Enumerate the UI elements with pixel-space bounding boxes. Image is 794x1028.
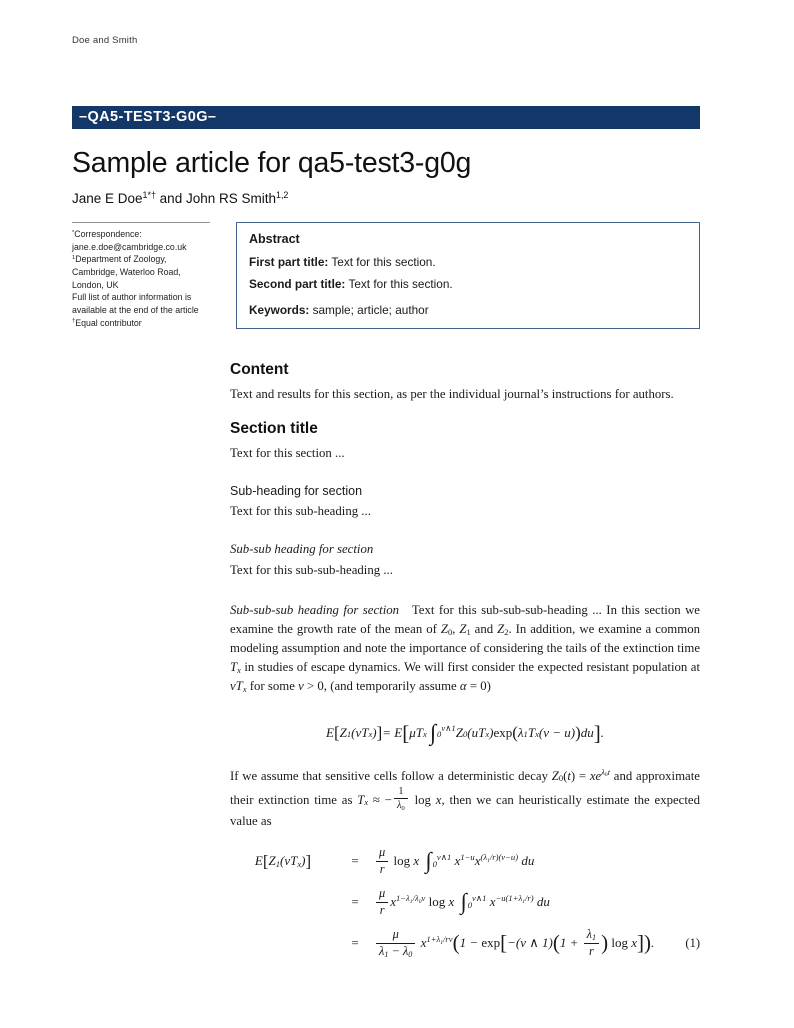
author-notes (72, 222, 210, 329)
equation-row (230, 923, 700, 964)
paragraph-estimate: If we assume that sensitive cells follow a deterministic decay $Z_0(t) = xe^{\lambda_0t}$ and approximate their extinction time as $T_x$ ≈ − $\frac{1}{\lambda_0}$ log x, then we can heuristically estimate the expected value as (230, 766, 700, 828)
equation-row (230, 882, 700, 923)
abstract-entry-text: Text for this section. (331, 255, 436, 269)
abstract-keywords (249, 303, 687, 318)
abstract-box (236, 222, 700, 329)
equation-block (230, 841, 700, 964)
keywords-label: Keywords: (249, 302, 310, 317)
equation-relation: = (351, 935, 359, 951)
author-notes-text: *Correspondence: jane.e.doe@cambridge.co.uk $^1$Department of Zoology, Cambridge, Waterloo Road, London, UK Full list of author information is available at the end of the article †Equal contributor (72, 229, 199, 328)
abstract-entry (249, 255, 687, 270)
equation-relation: = (351, 894, 359, 910)
equation-rhs: $\frac{\mu}{r}$ $x^{1-\lambda_1/\lambda_0v}$ log x $\int_0^{v\wedge 1}$ $x^{-u(1+\lambda_1/r)}$ du (374, 887, 550, 918)
abstract-entry (249, 277, 687, 292)
abstract-entry-label: Second part title: (249, 277, 346, 292)
running-head: Doe and Smith (72, 35, 138, 46)
equation-number: (1) (685, 935, 700, 950)
content-heading: Content (230, 361, 289, 379)
equation-relation: = (351, 853, 359, 869)
sub-sub-heading: Sub-sub heading for section (230, 542, 374, 557)
paragraph-content: Text and results for this section, as per the individual journal’s instructions for authors. (230, 387, 674, 402)
equation-row (230, 841, 700, 882)
keywords-text: sample; article; author (312, 302, 429, 317)
paragraph-section: Text for this section ... (230, 446, 345, 461)
equation-lhs: $E[Z_1(vT_x)]$ (254, 851, 312, 871)
article-type-banner (72, 106, 700, 129)
banner-label: –QA5-TEST3-G0G– (79, 109, 217, 125)
main-column (230, 361, 700, 964)
paragraph-subsubheading: Text for this sub-sub-heading ... (230, 563, 393, 578)
sub-heading: Sub-heading for section (230, 484, 363, 499)
abstract-entry-text: Text for this section. (348, 277, 453, 292)
abstract-title: Abstract (249, 232, 300, 246)
meta-row (72, 222, 700, 329)
article-title: Sample article for qa5-test3-g0g (72, 147, 472, 179)
sidenote-rule (72, 222, 210, 223)
abstract-entry-label: First part title: (249, 255, 329, 269)
display-equation: E [ Z $_1$ (vT $_x$ ) ] = E [ μT $_x$ ∫ $_0$ $^{v\wedge 1}$ Z $_0$ (uT $_x$ ) exp ( λ $_1$ T $_x$ (v − u) ) du ] . (326, 719, 604, 745)
section-heading: Section title (230, 420, 318, 438)
equation-rhs: $\frac{\mu}{r}$ log x $\int_0^{v\wedge 1}$ $x^{1-u}x^{(\lambda_1/r)(v-u)}$ du (374, 846, 534, 877)
author-line: Jane E Doe$^{1*\dagger}$ and John RS Smith$^{1,2}$ (72, 190, 289, 206)
paragraph-runin-heading: Sub-sub-sub heading for section Text for this sub-sub-sub-heading ... In this section we examine the growth rate of the mean of $Z_0$, $Z_1$ and $Z_2$. In addition, we examine a common modeling assumption and note the importance of considering the tails of the extinction time $T_x$ in studies of escape dynamics. We will first consider the expected resistant population at $vT_x$ for some v > 0, (and temporarily assume α = 0) (230, 602, 700, 695)
paragraph-subheading: Text for this sub-heading ... (230, 504, 371, 519)
equation-rhs: $\frac{\mu}{\lambda_1 - \lambda_0}$ $x^{1+\lambda_1/rv}(1 - \exp[-(v$ ∧ 1)(1 + $\frac{\lambda_1}{r}$ ) log x]). (374, 928, 654, 959)
